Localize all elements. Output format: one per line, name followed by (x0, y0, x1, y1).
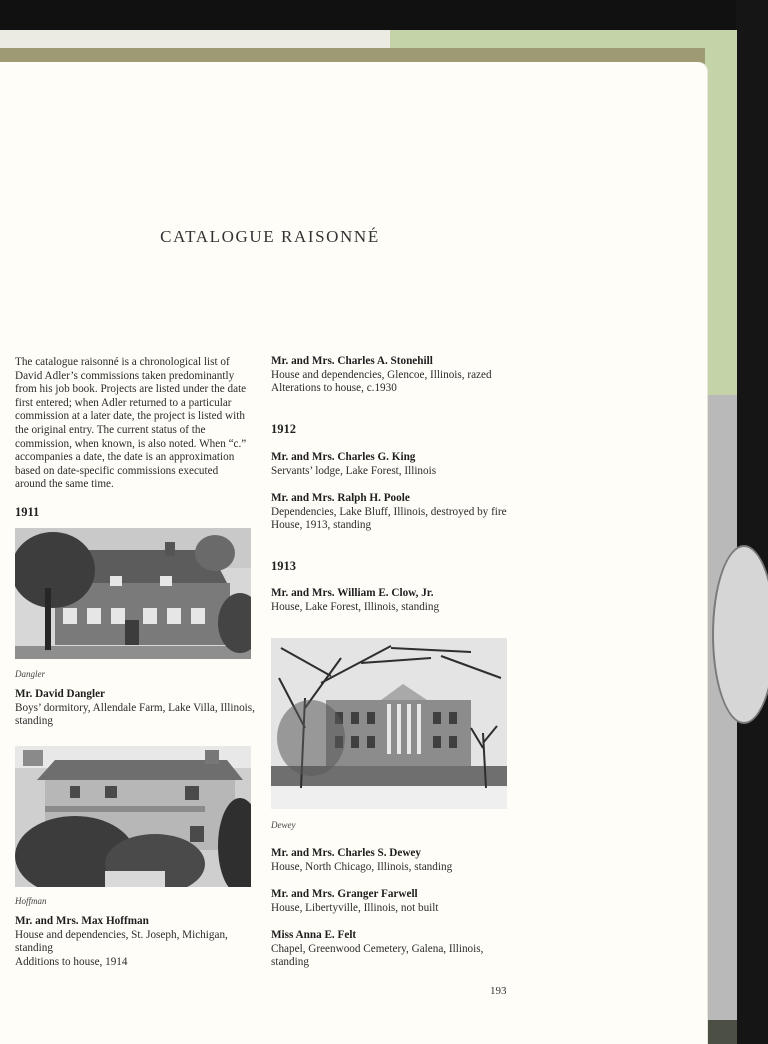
entry-name: Mr. David Dangler (15, 688, 106, 700)
entry-name: Mr. and Mrs. Charles S. Dewey (271, 847, 421, 859)
entry-dangler (15, 688, 255, 729)
entry-king (271, 451, 521, 478)
entry-line: Servants’ lodge, Lake Forest, Illinois (271, 464, 437, 477)
entry-line: House and dependencies, St. Joseph, Michigan, (15, 928, 228, 941)
disc-edge (712, 545, 768, 724)
entry-name: Mr. and Mrs. Ralph H. Poole (271, 492, 410, 504)
entry-line: Additions to house, 1914 (15, 955, 128, 968)
entry-line: Alterations to house, c.1930 (271, 382, 397, 395)
entry-line: House, Lake Forest, Illinois, standing (271, 600, 440, 613)
entry-line: standing (15, 715, 53, 728)
entry-line: Boys’ dormitory, Allendale Farm, Lake Villa, Illinois, (15, 701, 255, 714)
intro-paragraph: The catalogue raisonné is a chronological list of David Adler’s commissions taken predominantly from his job book. Projects are listed under the date first entered; when Adler returned to a particular commission at a later date, the project is listed with the original entry. The current status of the commission, when known, is also noted. When “c.” accompanies a date, the date is an approximation based on date-specific commissions executed around the same time. (15, 356, 247, 491)
entry-farwell (271, 888, 521, 915)
entry-line: Chapel, Greenwood Cemetery, Galena, Illinois, (271, 942, 484, 955)
year-heading-1911: 1911 (15, 505, 40, 519)
entry-hoffman (15, 915, 255, 969)
caption-dangler: Dangler (15, 669, 45, 679)
dangler-photo (15, 528, 251, 659)
caption-dewey: Dewey (271, 820, 296, 830)
entry-name: Mr. and Mrs. William E. Clow, Jr. (271, 587, 434, 599)
entry-line: House, 1913, standing (271, 519, 372, 532)
entry-line: Dependencies, Lake Bluff, Illinois, destroyed by fire (271, 505, 507, 518)
grey-book-edge-bottom (705, 1020, 737, 1044)
dewey-photo (271, 638, 507, 809)
entry-line: House and dependencies, Glencoe, Illinois, razed (271, 368, 492, 381)
entry-clow (271, 587, 521, 614)
entry-line: standing (271, 956, 309, 969)
entry-name: Miss Anna E. Felt (271, 929, 357, 941)
background-dark-top (0, 0, 768, 32)
entry-dewey (271, 847, 521, 874)
cream-page-strip (0, 30, 390, 50)
entry-name: Mr. and Mrs. Charles G. King (271, 451, 416, 463)
entry-name: Mr. and Mrs. Charles A. Stonehill (271, 355, 433, 367)
page-title: CATALOGUE RAISONNÉ (160, 227, 380, 246)
entry-line: House, Libertyville, Illinois, not built (271, 901, 439, 914)
background-dark-right (736, 0, 768, 1044)
entry-name: Mr. and Mrs. Granger Farwell (271, 888, 418, 900)
caption-hoffman: Hoffman (15, 896, 47, 906)
entry-felt (271, 929, 521, 970)
entry-stonehill (271, 355, 521, 396)
year-heading-1912: 1912 (271, 422, 296, 436)
entry-line: standing (15, 942, 53, 955)
page-number: 193 (490, 985, 507, 997)
entry-line: House, North Chicago, Illinois, standing (271, 860, 453, 873)
entry-name: Mr. and Mrs. Max Hoffman (15, 915, 149, 927)
entry-poole (271, 492, 521, 533)
year-heading-1913: 1913 (271, 559, 296, 573)
hoffman-photo (15, 746, 251, 887)
